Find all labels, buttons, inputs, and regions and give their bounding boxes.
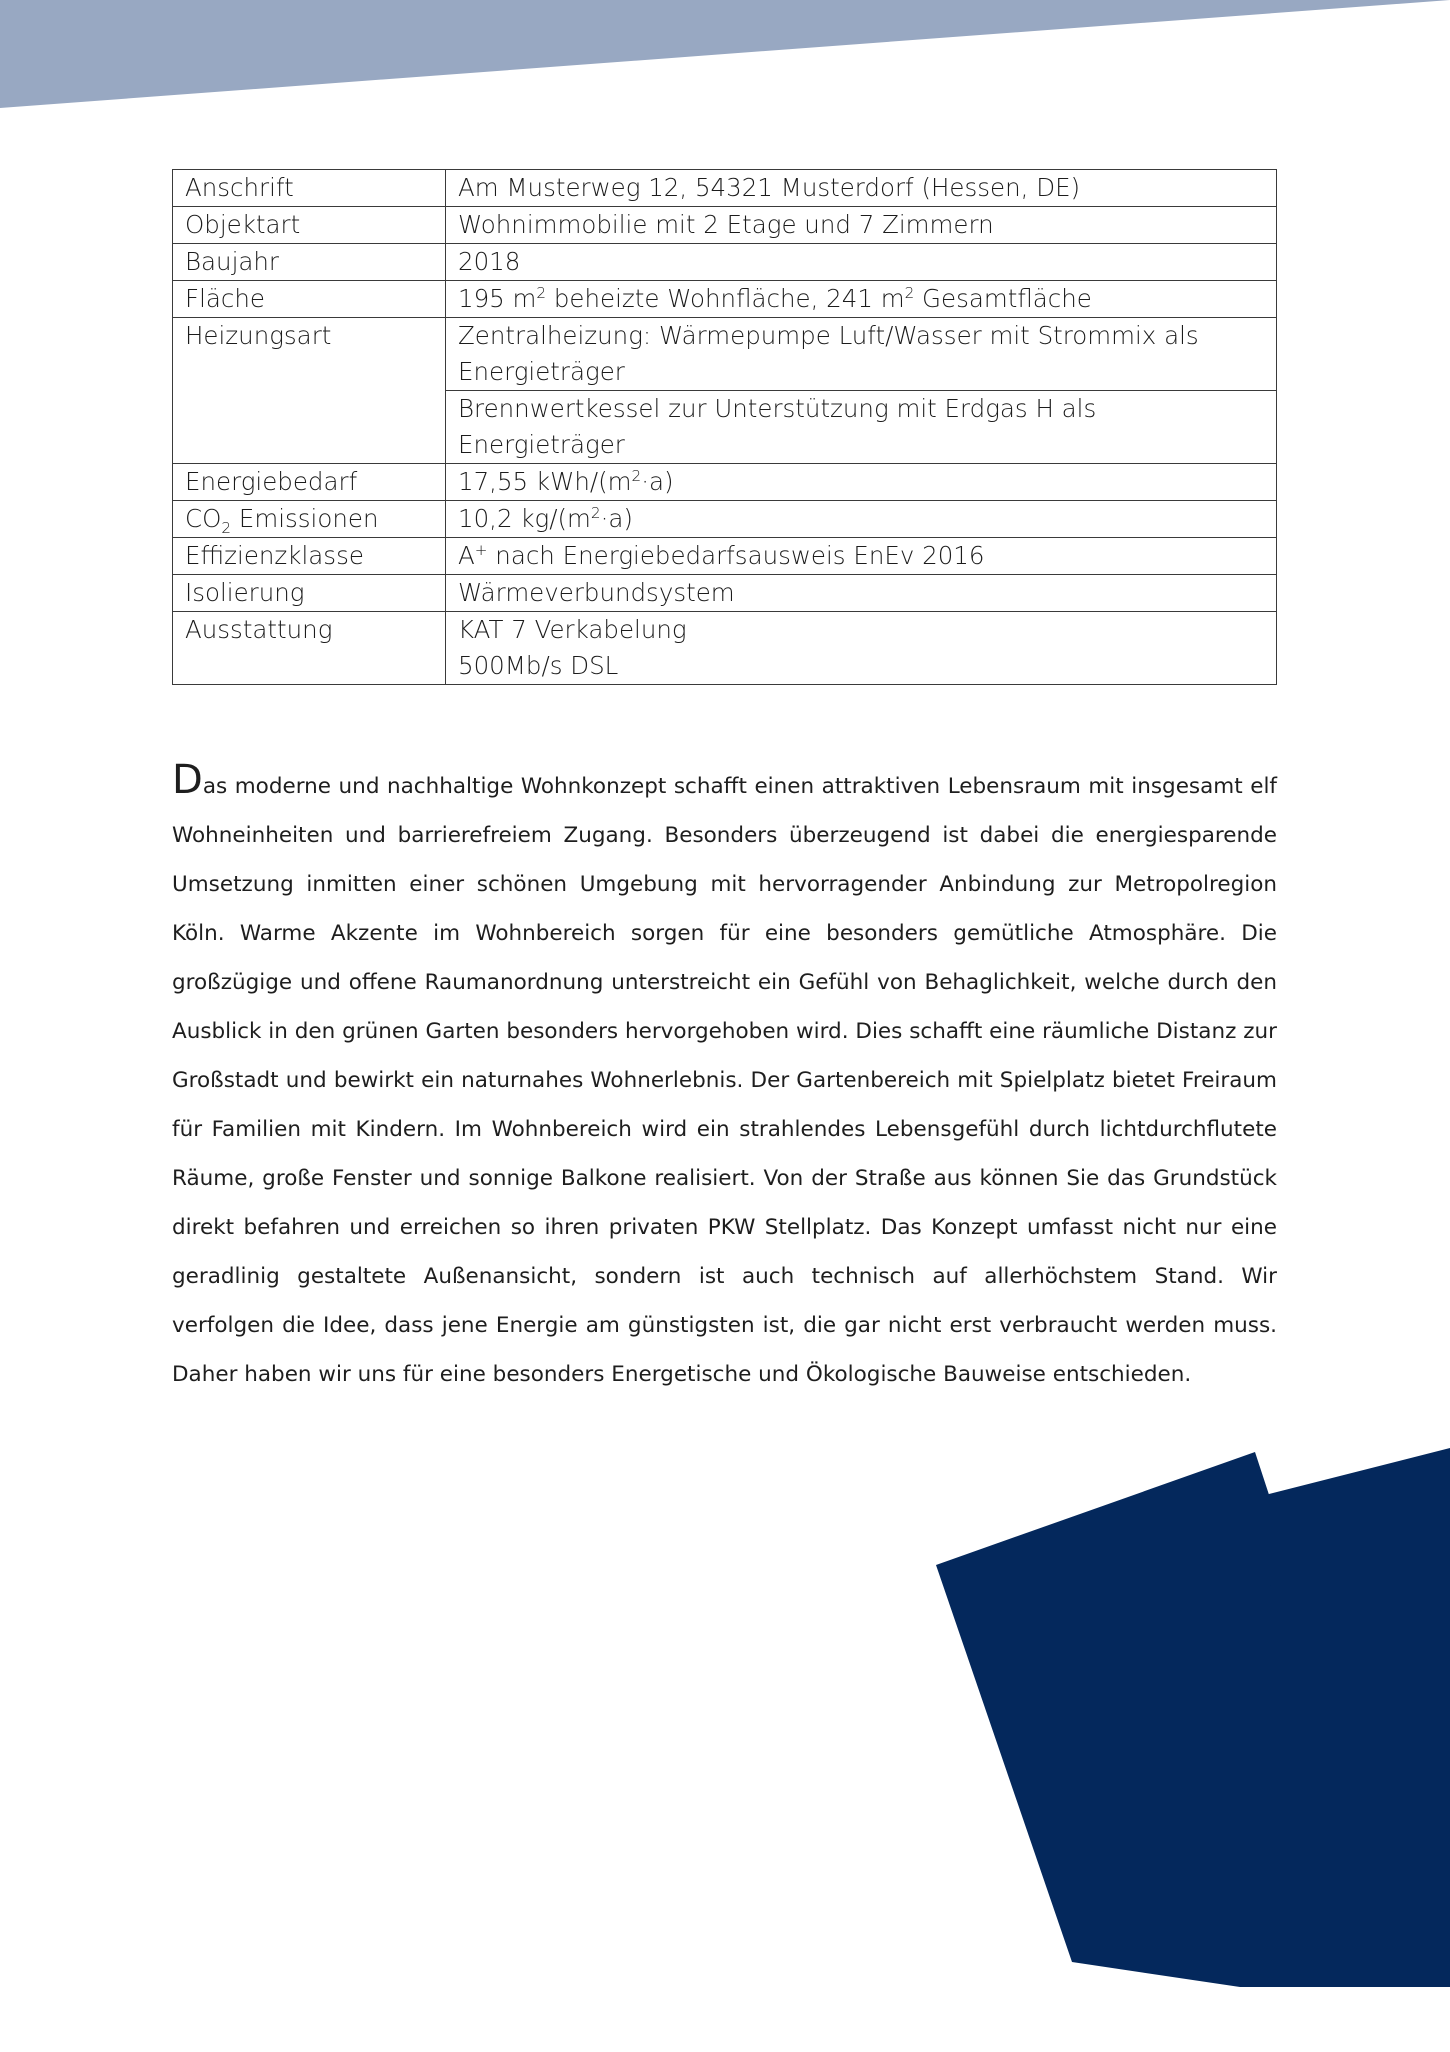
year-built-label: Baujahr bbox=[173, 244, 446, 281]
table-row bbox=[173, 207, 1277, 244]
table-row bbox=[173, 318, 1277, 391]
heating-secondary-value: Brennwertkessel zur Unterstützung mit Erdgas H als Energieträger bbox=[446, 391, 1277, 464]
object-type-value: Wohnimmobilie mit 2 Etage und 7 Zimmern bbox=[446, 207, 1277, 244]
energy-demand-value-a: 17,55 kWh/(m bbox=[458, 467, 632, 496]
area-heated-text: beheizte Wohnfläche, 241 m bbox=[546, 284, 905, 313]
energy-demand-label: Energiebedarf bbox=[173, 464, 446, 501]
area-total-exponent: 2 bbox=[904, 283, 915, 302]
co2-value-exponent: 2 bbox=[590, 503, 601, 522]
efficiency-label: Effizienzklasse bbox=[173, 538, 446, 575]
co2-label-b: Emissionen bbox=[231, 504, 379, 533]
table-row bbox=[173, 244, 1277, 281]
co2-value bbox=[446, 501, 1277, 538]
description-text: as moderne und nachhaltige Wohnkonzept schafft einen attraktiven Lebensraum mit insgesamt elf Wohneinheiten und barrierefreiem Zugang. Besonders überzeugend ist dabei die energiesparende Umsetzung inmitten einer schönen Umgebung mit hervorragender Anbindung zur Metropolregion Köln. Warme Akzente im Wohnbereich sorgen für eine besonders gemütliche Atmosphäre. Die großzügige und offene Raumanordnung unterstreicht ein Gefühl von Behaglichkeit, welche durch den Ausblick in den grünen Garten besonders hervorgehoben wird. Dies schafft eine räumliche Distanz zur Großstadt und bewirkt ein naturnahes Wohnerlebnis. Der Gartenbereich mit Spielplatz bietet Freiraum für Familien mit Kindern. Im Wohnbereich wird ein strahlendes Lebensgefühl durch lichtdurchflutete Räume, große Fenster und sonnige Balkone realisiert. Von der Straße aus können Sie das Grundstück direkt befahren und erreichen so ihren privaten PKW Stellplatz. Das Konzept umfasst nicht nur eine geradlinig gestaltete Außenansicht, sondern ist auch technisch auf allerhöchstem Stand. Wir verfolgen die Idee, dass jene Energie am günstigsten ist, die gar nicht erst verbraucht werden muss. Daher haben wir uns für eine besonders Energetische und Ökologische Bauweise entschieden. bbox=[172, 773, 1277, 1387]
efficiency-value bbox=[446, 538, 1277, 575]
table-row bbox=[173, 538, 1277, 575]
address-value: Am Musterweg 12, 54321 Musterdorf (Hessen, DE) bbox=[446, 170, 1277, 207]
table-row bbox=[173, 464, 1277, 501]
address-label: Anschrift bbox=[173, 170, 446, 207]
efficiency-class: A bbox=[458, 541, 475, 570]
energy-demand-value-b: ·a) bbox=[641, 467, 674, 496]
table-row bbox=[173, 501, 1277, 538]
table-row bbox=[173, 170, 1277, 207]
heating-label: Heizungsart bbox=[173, 318, 446, 391]
co2-value-a: 10,2 kg/(m bbox=[458, 504, 591, 533]
table-row bbox=[173, 281, 1277, 318]
heating-label-continued bbox=[173, 391, 446, 464]
description-paragraph bbox=[172, 756, 1277, 1399]
insulation-value: Wärmeverbundsystem bbox=[446, 575, 1277, 612]
area-heated-exponent: 2 bbox=[536, 283, 547, 302]
description-dropcap: D bbox=[172, 756, 203, 803]
insulation-label: Isolierung bbox=[173, 575, 446, 612]
equipment-value bbox=[446, 612, 1277, 685]
co2-label-a: CO bbox=[185, 504, 222, 533]
area-value bbox=[446, 281, 1277, 318]
equipment-item: KAT 7 Verkabelung bbox=[458, 615, 687, 644]
property-facts-table bbox=[172, 169, 1277, 685]
table-row bbox=[173, 391, 1277, 464]
year-built-value: 2018 bbox=[446, 244, 1277, 281]
table-row bbox=[173, 612, 1277, 685]
area-heated-number: 195 m bbox=[458, 284, 537, 313]
energy-demand-value bbox=[446, 464, 1277, 501]
co2-label bbox=[173, 501, 446, 538]
object-type-label: Objektart bbox=[173, 207, 446, 244]
efficiency-text: nach Energiebedarfsausweis EnEv 2016 bbox=[487, 541, 985, 570]
table-row bbox=[173, 575, 1277, 612]
equipment-item: 500Mb/s DSL bbox=[458, 651, 619, 680]
energy-demand-exponent: 2 bbox=[631, 466, 642, 485]
co2-label-subscript: 2 bbox=[221, 518, 232, 537]
equipment-label: Ausstattung bbox=[173, 612, 446, 685]
heating-primary-value: Zentralheizung: Wärmepumpe Luft/Wasser mit Strommix als Energieträger bbox=[446, 318, 1277, 391]
area-total-text: Gesamtfläche bbox=[914, 284, 1092, 313]
area-label: Fläche bbox=[173, 281, 446, 318]
efficiency-class-exponent: + bbox=[474, 540, 488, 559]
co2-value-b: ·a) bbox=[600, 504, 633, 533]
